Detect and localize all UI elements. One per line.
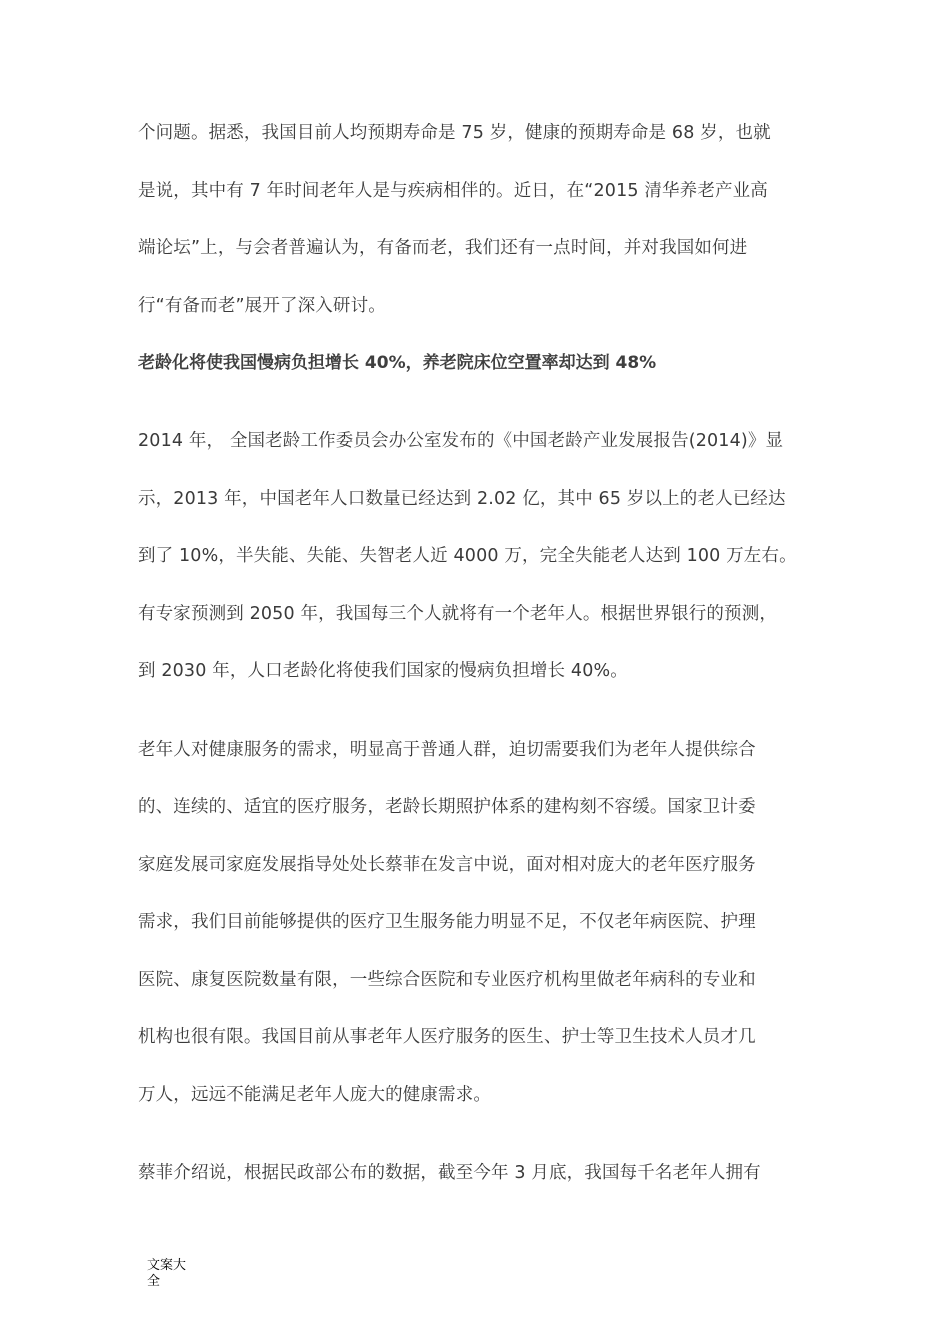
footer-label-line: 文案大 <box>147 1258 187 1273</box>
paragraph-gap <box>138 1133 818 1154</box>
paragraph-civil-affairs <box>138 1154 818 1212</box>
text-line: 有专家预测到 2050 年，我国每三个人就将有一个老年人。根据世界银行的预测， <box>138 603 778 624</box>
footer-label <box>147 1258 193 1290</box>
text-line: 是说，其中有 7 年时间老年人是与疾病相伴的。近日，在“2015 清华养老产业高 <box>138 180 768 201</box>
text-line: 万人，远远不能满足老年人庞大的健康需求。 <box>138 1084 491 1105</box>
text-line: 蔡菲介绍说，根据民政部公布的数据，截至今年 3 月底，我国每千名老年人拥有 <box>138 1163 761 1183</box>
footer-label-line: 全 <box>147 1274 161 1289</box>
document-body <box>138 114 818 1212</box>
text-line: 示，2013 年，中国老年人口数量已经达到 2.02 亿，其中 65 岁以上的老人已经达 <box>138 488 786 509</box>
paragraph-gap <box>138 401 818 422</box>
text-line: 个问题。据悉，我国目前人均预期寿命是 75 岁，健康的预期寿命是 68 岁，也就 <box>138 123 771 143</box>
text-line: 端论坛”上，与会者普遍认为，有备而老，我们还有一点时间，并对我国如何进 <box>138 238 748 258</box>
paragraph-gap <box>138 710 818 731</box>
text-line: 机构也很有限。我国目前从事老年人医疗服务的医生、护士等卫生技术人员才几 <box>138 1027 756 1047</box>
paragraph-health-demand <box>138 731 818 1134</box>
section-heading: 老龄化将使我国慢病负担增长 40%，养老院床位空置率却达到 48% <box>138 353 657 373</box>
text-line: 的、连续的、适宜的医疗服务，老龄长期照护体系的建构刻不容缓。国家卫计委 <box>138 797 756 817</box>
text-line: 需求，我们目前能够提供的医疗卫生服务能力明显不足，不仅老年病医院、护理 <box>138 912 756 932</box>
text-line: 到 2030 年，人口老龄化将使我们国家的慢病负担增长 40%。 <box>138 661 628 681</box>
text-line: 家庭发展司家庭发展指导处处长蔡菲在发言中说，面对相对庞大的老年医疗服务 <box>138 854 756 875</box>
text-line: 2014 年， 全国老龄工作委员会办公室发布的《中国老龄产业发展报告(2014)》显 <box>138 431 784 451</box>
paragraph-report <box>138 422 818 710</box>
paragraph-intro <box>138 114 818 344</box>
text-line: 医院、康复医院数量有限，一些综合医院和专业医疗机构里做老年病科的专业和 <box>138 969 756 990</box>
text-line: 老年人对健康服务的需求，明显高于普通人群，迫切需要我们为老年人提供综合 <box>138 739 756 760</box>
text-line: 行“有备而老”展开了深入研讨。 <box>138 295 386 316</box>
text-line: 到了 10%，半失能、失能、失智老人近 4000 万，完全失能老人达到 100 万左右。 <box>138 546 797 566</box>
